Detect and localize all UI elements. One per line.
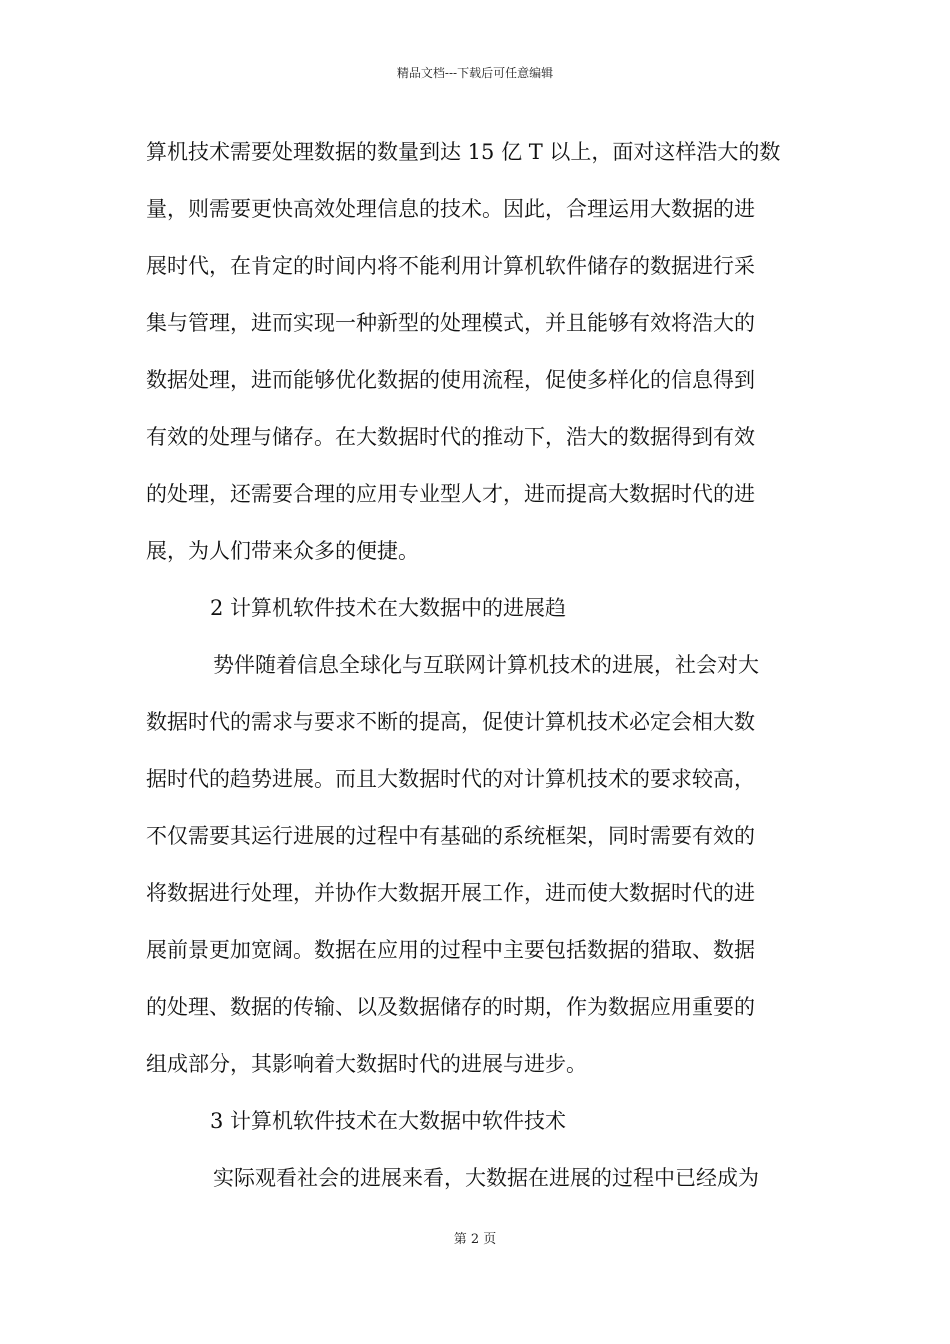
text-line: 算机技术需要处理数据的数量到达 15 亿 T 以上，面对这样浩大的数 (146, 140, 781, 164)
text-line: 不仅需要其运行进展的过程中有基础的系统框架，同时需要有效的 (146, 824, 755, 848)
document-body (146, 124, 806, 1207)
section-heading: 3 计算机软件技术在大数据中软件技术 (210, 1109, 567, 1133)
text-line: 组成部分，其影响着大数据时代的进展与进步。 (146, 1052, 587, 1076)
text-line: 展时代，在肯定的时间内将不能利用计算机软件储存的数据进行采 (146, 254, 755, 278)
text-line: 量，则需要更快高效处理信息的技术。因此，合理运用大数据的进 (146, 197, 755, 221)
text-line: 实际观看社会的进展来看，大数据在进展的过程中已经成为 (213, 1166, 759, 1190)
text-line: 势伴随着信息全球化与互联网计算机技术的进展，社会对大 (213, 653, 759, 677)
text-line: 的处理，还需要合理的应用专业型人才，进而提高大数据时代的进 (146, 482, 755, 506)
page-header: 精品文档---下载后可任意编辑 (396, 66, 554, 80)
page-number: 第 2 页 (453, 1232, 497, 1247)
text-line: 据时代的趋势进展。而且大数据时代的对计算机技术的要求较高， (146, 767, 755, 791)
text-line: 数据处理，进而能够优化数据的使用流程，促使多样化的信息得到 (146, 368, 755, 392)
text-line: 展，为人们带来众多的便捷。 (146, 539, 419, 563)
text-line: 的处理、数据的传输、以及数据储存的时期，作为数据应用重要的 (146, 995, 755, 1019)
text-line: 展前景更加宽阔。数据在应用的过程中主要包括数据的猎取、数据 (146, 938, 755, 962)
text-line: 数据时代的需求与要求不断的提高，促使计算机技术必定会相大数 (146, 710, 755, 734)
text-line: 集与管理，进而实现一种新型的处理模式，并且能够有效将浩大的 (146, 311, 755, 335)
section-heading: 2 计算机软件技术在大数据中的进展趋 (210, 596, 567, 620)
text-line: 有效的处理与储存。在大数据时代的推动下，浩大的数据得到有效 (146, 425, 755, 449)
text-line: 将数据进行处理，并协作大数据开展工作，进而使大数据时代的进 (146, 881, 755, 905)
